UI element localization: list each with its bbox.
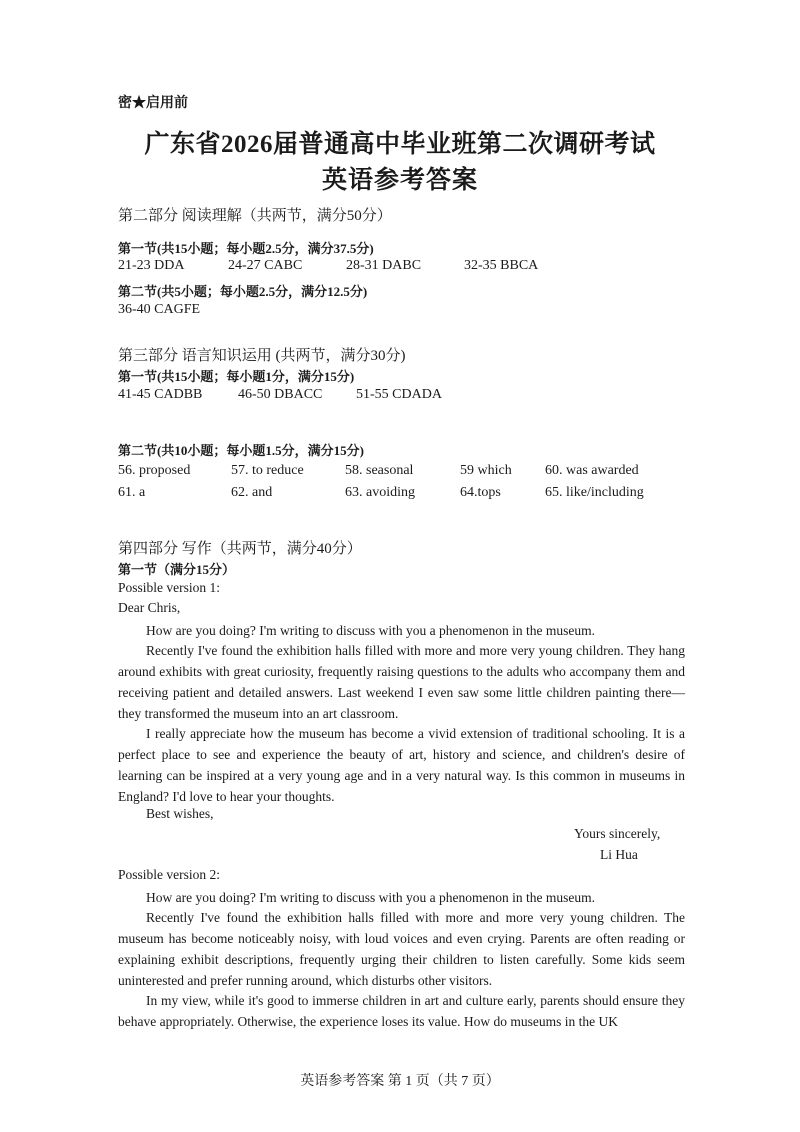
- answer-item: 61. a: [118, 485, 146, 500]
- part2-sec1-heading: 第一节(共15小题；每小题2.5分，满分37.5分): [118, 241, 374, 256]
- part4-sec1-heading: 第一节（满分15分）: [118, 562, 236, 577]
- answer-item: 59 which: [460, 463, 512, 478]
- answer-item: 58. seasonal: [345, 463, 414, 478]
- confidential-mark: 密★启用前: [118, 96, 188, 111]
- version1-label: Possible version 1:: [118, 580, 221, 595]
- letter-paragraph: How are you doing? I'm writing to discuss with you a phenomenon in the museum.: [146, 890, 595, 905]
- answer-group: 41-45 CADBB: [118, 387, 203, 402]
- part2-sec1-answers: [118, 258, 718, 278]
- answer-item: 57. to reduce: [231, 463, 304, 478]
- letter-closing: Best wishes,: [146, 806, 214, 821]
- part3-sec1-heading: 第一节(共15小题；每小题1分，满分15分): [118, 369, 355, 384]
- part2-sec2-answers: [118, 302, 718, 322]
- answer-item: 63. avoiding: [345, 485, 415, 500]
- part3-sec2-heading: 第二节(共10小题；每小题1.5分，满分15分): [118, 443, 364, 458]
- letter-paragraph: In my view, while it's good to immerse children in art and culture early, parents should ensure they behave appropriately. Otherwise, the experience loses its value. How do museums in the UK: [118, 993, 685, 1029]
- part2-sec2-heading: 第二节(共5小题；每小题2.5分，满分12.5分): [118, 284, 368, 299]
- answer-item: 56. proposed: [118, 463, 191, 478]
- part3-sec2-row2: [118, 485, 718, 505]
- page-footer: 英语参考答案 第 1 页（共 7 页）: [300, 1074, 500, 1089]
- letter-signoff: Yours sincerely,: [574, 826, 661, 841]
- part4-heading: 第四部分 写作（共两节，满分40分）: [118, 541, 362, 557]
- part3-sec2-row1: [118, 463, 718, 483]
- exam-subtitle: 英语参考答案: [321, 167, 478, 194]
- answer-group: 51-55 CDADA: [356, 387, 442, 402]
- answer-item: 65. like/including: [545, 485, 644, 500]
- answer-group: 36-40 CAGFE: [118, 302, 201, 317]
- letter-paragraph: I really appreciate how the museum has become a vivid extension of traditional schooling. It is a perfect place to see and experience the beauty of art, history and science, and children's desire of learning can be inspired at a very young age and in a very natural way. Is this common in museums in England? I'd love to hear your thoughts.: [118, 726, 685, 804]
- letter-signature: Li Hua: [600, 847, 638, 862]
- answer-group: 24-27 CABC: [228, 258, 303, 273]
- answer-group: 28-31 DABC: [346, 258, 422, 273]
- answer-group: 46-50 DBACC: [238, 387, 323, 402]
- version2-label: Possible version 2:: [118, 867, 221, 882]
- answer-group: 21-23 DDA: [118, 258, 185, 273]
- letter-paragraph: Recently I've found the exhibition halls filled with more and more very young children. The museum has become noticeably noisy, with loud voices and even crying. Parents are often reading or explaining exhibit descriptions, frequently urging their children to listen carefully. Some kids seem uninterested and prefer running around, which disturbs other visitors.: [118, 910, 685, 988]
- part3-heading: 第三部分 语言知识运用 (共两节，满分30分): [118, 348, 406, 364]
- letter-paragraph: Recently I've found the exhibition halls filled with more and more very young children. They hang around exhibits with great curiosity, frequently raising questions to the adults who accompany them and receiving patient and detailed answers. Last weekend I even saw some little children painting there—they transformed the museum into an art classroom.: [118, 643, 685, 721]
- answer-group: 32-35 BBCA: [464, 258, 539, 273]
- letter-paragraph: How are you doing? I'm writing to discuss with you a phenomenon in the museum.: [146, 623, 595, 638]
- letter-greeting: Dear Chris,: [118, 600, 181, 615]
- part2-heading: 第二部分 阅读理解（共两节，满分50分）: [118, 208, 392, 224]
- answer-item: 62. and: [231, 485, 273, 500]
- answer-item: 60. was awarded: [545, 463, 639, 478]
- exam-title: 广东省2026届普通高中毕业班第二次调研考试: [144, 131, 656, 158]
- part3-sec1-answers: [118, 387, 718, 407]
- answer-item: 64.tops: [460, 485, 501, 500]
